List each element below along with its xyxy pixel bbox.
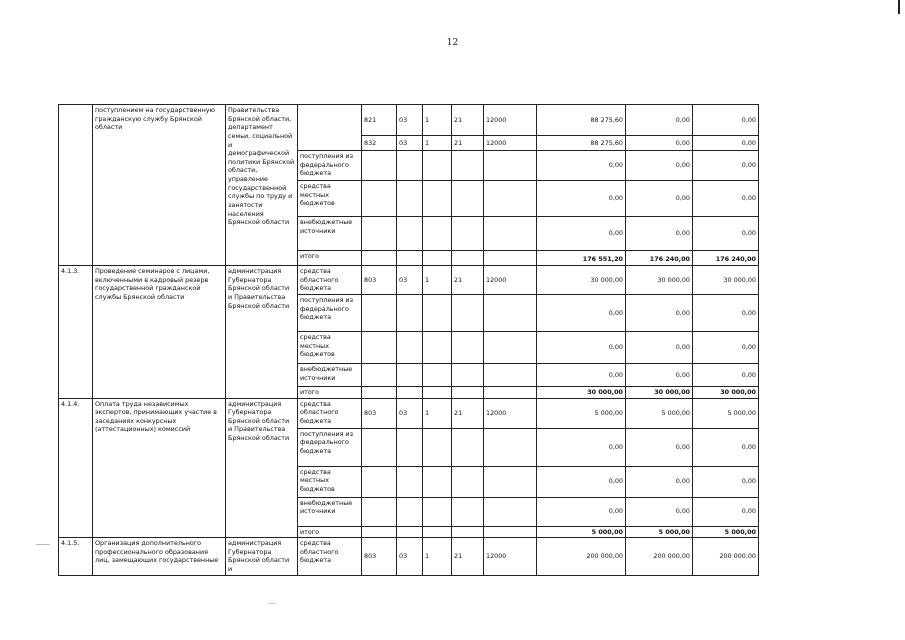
section-code (397, 217, 423, 251)
amount-year-3: 0,00 (693, 428, 759, 466)
amount-year-1: 0,00 (537, 294, 626, 331)
subprogram-code (452, 497, 484, 526)
section-code: 03 (397, 266, 423, 295)
section-code: 03 (397, 398, 423, 428)
funding-source: внебюджетные источники (298, 497, 362, 526)
amount-year-2: 0,00 (626, 136, 693, 151)
subprogram-code (452, 428, 484, 466)
grbs-code (362, 526, 397, 538)
funding-source: внебюджетные источники (298, 363, 362, 386)
funding-source: средства областного бюджета (298, 398, 362, 428)
responsible-executor: администрация Губернатора Брянской области и Правительства Брянской области (226, 266, 298, 399)
grbs-code (362, 294, 397, 331)
amount-year-3: 5 000,00 (693, 526, 759, 538)
budget-table (58, 104, 759, 576)
program-code (423, 386, 452, 398)
measure-name: Проведение семинаров с лицами, включенными в кадровый резерв государственной гражданской службы Брянской области (93, 266, 226, 399)
expense-type-code (484, 363, 537, 386)
amount-year-2: 0,00 (626, 294, 693, 331)
amount-year-1: 0,00 (537, 428, 626, 466)
section-code (397, 526, 423, 538)
expense-type-code (484, 217, 537, 251)
amount-year-3: 30 000,00 (693, 386, 759, 398)
amount-year-1: 0,00 (537, 331, 626, 363)
amount-year-3: 30 000,00 (693, 266, 759, 295)
amount-year-3: 0,00 (693, 151, 759, 181)
measure-name: поступлением на государственную гражданскую службу Брянской области (93, 105, 226, 266)
subprogram-code (452, 151, 484, 181)
expense-type-code: 12000 (484, 105, 537, 136)
table-row (59, 266, 759, 295)
amount-year-2: 0,00 (626, 497, 693, 526)
subprogram-code (452, 331, 484, 363)
table-row (59, 538, 759, 576)
grbs-code (362, 251, 397, 266)
amount-year-2: 0,00 (626, 466, 693, 497)
grbs-code: 803 (362, 266, 397, 295)
expense-type-code: 12000 (484, 266, 537, 295)
program-code (423, 217, 452, 251)
amount-year-1: 88 275,60 (537, 105, 626, 136)
measure-number (59, 105, 93, 266)
expense-type-code: 12000 (484, 538, 537, 576)
funding-source: поступления из федерального бюджета (298, 294, 362, 331)
amount-year-1: 88 275,60 (537, 136, 626, 151)
amount-year-2: 0,00 (626, 151, 693, 181)
program-code: 1 (423, 136, 452, 151)
expense-type-code (484, 294, 537, 331)
expense-type-code (484, 526, 537, 538)
grbs-code (362, 151, 397, 181)
grbs-code (362, 466, 397, 497)
program-code (423, 331, 452, 363)
grbs-code (362, 428, 397, 466)
grbs-code (362, 331, 397, 363)
amount-year-2: 5 000,00 (626, 526, 693, 538)
amount-year-1: 0,00 (537, 466, 626, 497)
amount-year-3: 0,00 (693, 136, 759, 151)
funding-source: поступления из федерального бюджета (298, 151, 362, 181)
amount-year-3: 200 000,00 (693, 538, 759, 576)
subprogram-code (452, 294, 484, 331)
scan-mark (36, 544, 50, 545)
amount-year-3: 0,00 (693, 105, 759, 136)
section-code (397, 251, 423, 266)
program-code (423, 294, 452, 331)
expense-type-code: 12000 (484, 136, 537, 151)
program-code (423, 526, 452, 538)
funding-source: средства местных бюджетов (298, 181, 362, 217)
amount-year-3: 176 240,00 (693, 251, 759, 266)
page-number: 12 (446, 38, 459, 48)
amount-year-3: 5 000,00 (693, 398, 759, 428)
subprogram-code: 21 (452, 398, 484, 428)
section-code (397, 428, 423, 466)
section-code (397, 151, 423, 181)
total-label: итого (298, 386, 362, 398)
amount-year-2: 0,00 (626, 217, 693, 251)
expense-type-code (484, 466, 537, 497)
funding-source: внебюджетные источники (298, 217, 362, 251)
amount-year-3: 0,00 (693, 217, 759, 251)
grbs-code: 832 (362, 136, 397, 151)
section-code (397, 466, 423, 497)
measure-name: Оплата труда независимых экспертов, принимающих участие в заседаниях конкурсных (аттестационных) комиссий (93, 398, 226, 538)
amount-year-1: 0,00 (537, 363, 626, 386)
program-code: 1 (423, 398, 452, 428)
program-code (423, 466, 452, 497)
program-code (423, 363, 452, 386)
amount-year-3: 0,00 (693, 181, 759, 217)
amount-year-1: 0,00 (537, 217, 626, 251)
amount-year-1: 200 000,00 (537, 538, 626, 576)
subprogram-code (452, 181, 484, 217)
measure-number: 4.1.5. (59, 538, 93, 576)
amount-year-1: 30 000,00 (537, 386, 626, 398)
expense-type-code (484, 428, 537, 466)
responsible-executor: Правительства Брянской области, департамент семьи, социальной и демографической политики Брянской области, управление государственной службы по труду и занятости населения Брянской области (226, 105, 298, 266)
amount-year-3: 0,00 (693, 363, 759, 386)
grbs-code: 803 (362, 538, 397, 576)
table-row (59, 105, 759, 136)
program-code (423, 497, 452, 526)
subprogram-code: 21 (452, 105, 484, 136)
grbs-code (362, 386, 397, 398)
section-code: 03 (397, 105, 423, 136)
amount-year-2: 0,00 (626, 428, 693, 466)
subprogram-code (452, 466, 484, 497)
expense-type-code (484, 251, 537, 266)
program-code (423, 251, 452, 266)
amount-year-3: 0,00 (693, 331, 759, 363)
expense-type-code (484, 151, 537, 181)
expense-type-code: 12000 (484, 398, 537, 428)
section-code: 03 (397, 538, 423, 576)
amount-year-2: 0,00 (626, 363, 693, 386)
grbs-code (362, 181, 397, 217)
amount-year-3: 0,00 (693, 497, 759, 526)
amount-year-2: 0,00 (626, 331, 693, 363)
section-code (397, 497, 423, 526)
amount-year-2: 176 240,00 (626, 251, 693, 266)
scan-edge-mark (898, 0, 900, 14)
funding-source: средства областного бюджета (298, 538, 362, 576)
grbs-code (362, 363, 397, 386)
program-code (423, 151, 452, 181)
measure-number: 4.1.4. (59, 398, 93, 538)
amount-year-2: 30 000,00 (626, 266, 693, 295)
grbs-code (362, 217, 397, 251)
section-code (397, 331, 423, 363)
subprogram-code: 21 (452, 266, 484, 295)
responsible-executor: администрация Губернатора Брянской области и Правительства Брянской области (226, 398, 298, 538)
amount-year-1: 176 551,20 (537, 251, 626, 266)
funding-source: поступления из федерального бюджета (298, 428, 362, 466)
funding-source: средства областного бюджета (298, 266, 362, 295)
amount-year-1: 5 000,00 (537, 398, 626, 428)
responsible-executor: администрация Губернатора Брянской области и (226, 538, 298, 576)
subprogram-code: 21 (452, 538, 484, 576)
subprogram-code (452, 251, 484, 266)
program-code: 1 (423, 266, 452, 295)
funding-source (298, 105, 362, 151)
amount-year-2: 200 000,00 (626, 538, 693, 576)
budget-table-body (59, 105, 759, 576)
amount-year-2: 5 000,00 (626, 398, 693, 428)
subprogram-code (452, 386, 484, 398)
total-label: итого (298, 526, 362, 538)
program-code (423, 428, 452, 466)
amount-year-3: 0,00 (693, 466, 759, 497)
expense-type-code (484, 331, 537, 363)
section-code: 03 (397, 136, 423, 151)
amount-year-1: 30 000,00 (537, 266, 626, 295)
section-code (397, 363, 423, 386)
program-code (423, 181, 452, 217)
subprogram-code: 21 (452, 136, 484, 151)
amount-year-2: 0,00 (626, 181, 693, 217)
program-code: 1 (423, 538, 452, 576)
section-code (397, 386, 423, 398)
amount-year-1: 0,00 (537, 497, 626, 526)
measure-number: 4.1.3. (59, 266, 93, 399)
expense-type-code (484, 181, 537, 217)
subprogram-code (452, 526, 484, 538)
amount-year-1: 0,00 (537, 181, 626, 217)
grbs-code: 803 (362, 398, 397, 428)
subprogram-code (452, 217, 484, 251)
measure-name: Организация дополнительного профессионального образования лиц, замещающих государственные (93, 538, 226, 576)
funding-source: средства местных бюджетов (298, 466, 362, 497)
funding-source: средства местных бюджетов (298, 331, 362, 363)
amount-year-2: 30 000,00 (626, 386, 693, 398)
amount-year-1: 0,00 (537, 151, 626, 181)
grbs-code (362, 497, 397, 526)
amount-year-3: 0,00 (693, 294, 759, 331)
subprogram-code (452, 363, 484, 386)
section-code (397, 294, 423, 331)
expense-type-code (484, 386, 537, 398)
expense-type-code (484, 497, 537, 526)
section-code (397, 181, 423, 217)
grbs-code: 821 (362, 105, 397, 136)
amount-year-2: 0,00 (626, 105, 693, 136)
table-row (59, 398, 759, 428)
amount-year-1: 5 000,00 (537, 526, 626, 538)
program-code: 1 (423, 105, 452, 136)
scan-mark (268, 603, 276, 604)
total-label: итого (298, 251, 362, 266)
